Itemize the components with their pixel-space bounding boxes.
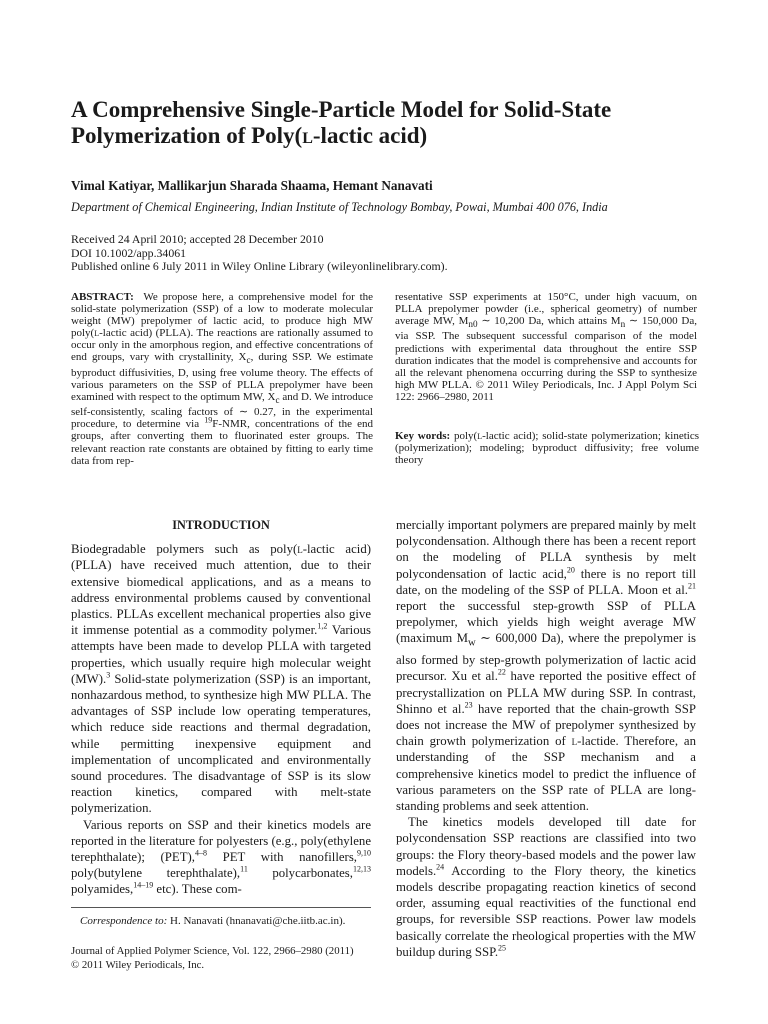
section-heading-introduction: INTRODUCTION xyxy=(172,518,270,532)
abstract-left: ABSTRACT: We propose here, a comprehensive model for the solid-state polymerization (SSP) of a low to moderate molecular weight (MW) prepolymer of lactic acid, to produce high MW poly(l-lactic acid) (PLLA). The reactions are rationally assumed to occur only in the amorphous region, and effective concentrations of end groups, vary with crystallinity, $X_c$, during SSP. We estimate byproduct diffusivities, D, using free volume theory. The effects of various parameters on the SSP of PLLA prepolymer have been examined with respect to the optimum MW, $X_c$ and D. We introduce self-consistently, scaling factors of ∼ 0.27, in the experimental procedure, to determine via $^{19}$F-NMR, concentrations of the end groups, after converting them to fluorinated ester groups. The relevant reaction rate constants are obtained by fitting to early time data from rep- xyxy=(71,291,374,467)
footnote-divider xyxy=(71,907,371,908)
correspondence-note: Correspondence to: H. Nanavati (hnanavati@che.iitb.ac.in). xyxy=(80,915,346,927)
body-column-right xyxy=(396,517,696,960)
author-list: Vimal Katiyar, Mallikarjun Sharada Shaama, Hemant Nanavati xyxy=(71,178,433,193)
published-date: Published online 6 July 2011 in Wiley Online Library (wileyonlinelibrary.com). xyxy=(71,259,448,274)
copyright-line: © 2011 Wiley Periodicals, Inc. xyxy=(71,958,205,971)
abstract-label: ABSTRACT: xyxy=(71,291,134,303)
abstract-right: resentative SSP experiments at 150°C, under high vacuum, on PLLA prepolymer powder (i.e., spherical geometry) of number average MW, $M_{n0}$ ∼ 10,200 Da, which attains $M_n$ ∼ 150,000 Da, via SSP. The subsequent successful comparison of the model predictions with experimental data throughout the entire SSP duration indicates that the model is comprehensive and accounts for all the relevant phenomena occurring during the SSP to synthesize high MW PLLA. © 2011 Wiley Periodicals, Inc. J Appl Polym Sci 122: 2966–2980, 2011 xyxy=(395,291,697,403)
journal-citation xyxy=(71,945,381,972)
paragraph: The kinetics models developed till date for polycondensation SSP reactions are classified into two groups: the Flory theory-based models and the power law models.$^{24}$ According to the Flory theory, the kinetics models describe propagating reaction kinetics of second order, assuming equal reactivities of the functional end groups, for reversible SSP reactions. Power law models basically correlate the rheological properties with the MW buildup during SSP.$^{25}$ xyxy=(396,815,696,959)
body-column-left xyxy=(71,517,371,898)
journal-line: Journal of Applied Polymer Science, Vol. 122, 2966–2980 (2011) xyxy=(71,945,354,957)
affiliation: Department of Chemical Engineering, Indian Institute of Technology Bombay, Powai, Mumbai 400 076, India xyxy=(71,200,608,214)
keywords: Key words: poly(l-lactic acid); solid-state polymerization; kinetics (polymerization); modeling; byproduct diffusivity; free volume theory xyxy=(395,430,700,467)
doi: DOI 10.1002/app.34061 xyxy=(71,245,187,260)
keywords-label: Key words: xyxy=(395,430,451,442)
paragraph: mercially important polymers are prepared mainly by melt polycondensation. Although there has been a recent report on the modeling of PLLA synthesis by melt polycondensation of lactic acid,$^{20}$ there is no report till date, on the modeling of the SSP of PLLA. Moon et al.$^{21}$ report the successful step-growth SSP of PLLA prepolymer, which yields high weight average MW (maximum $M_w$ ∼ 600,000 Da), where the prepolymer is also formed by step-growth polymerization of lactic acid precursor. Xu et al.$^{22}$ have reported the positive effect of precrystallization on PLLA MW during SSP. In contrast, Shinno et al.$^{23}$ have reported that the chain-growth SSP does not increase the MW of prepolymer synthesized by chain growth polymerization of l-lactide. Therefore, an understanding of the SSP mechanism and a comprehensive kinetics model to predict the influence of various parameters on the SSP rate of PLLA are long-standing problems and seek attention. xyxy=(396,518,697,813)
publication-history xyxy=(71,233,448,274)
paragraph: Various reports on SSP and their kinetics models are reported in the literature for polyesters (e.g., poly(ethylene terephthalate); (PET),$^{4-8}$ PET with nanofillers,$^{9,10}$ poly(butylene terephthalate),$^{11}$ polycarbonates,$^{12,13}$ polyamides,$^{14-19}$ etc). These com- xyxy=(71,817,371,897)
received-date: Received 24 April 2010; accepted 28 December 2010 xyxy=(71,232,324,246)
article-title: A Comprehensive Single-Particle Model for Solid-State Polymerization of Poly(l-lactic acid) xyxy=(71,97,612,148)
paragraph: Biodegradable polymers such as poly(l-lactic acid) (PLLA) have received much attention, due to their extensive biomedical applications, and as a means to address environmental problems caused by conventional plastics. PLLAs excellent mechanical properties also give it immense potential as a commodity polymer.$^{1,2}$ Various attempts have been made to develop PLLA with targeted properties, which usually require high molecular weight (MW).$^3$ Solid-state polymerization (SSP) is an important, nonhazardous method, to synthesize high MW PLLA. The advantages of SSP include low operating temperatures, which reduce side reactions and thermal degradation, while permitting inexpensive equipment and implementation of uncomplicated and environmentally sound procedures. The disadvantage of SSP is its slow reaction kinetics, compared with melt-state polymerization. xyxy=(71,542,371,816)
